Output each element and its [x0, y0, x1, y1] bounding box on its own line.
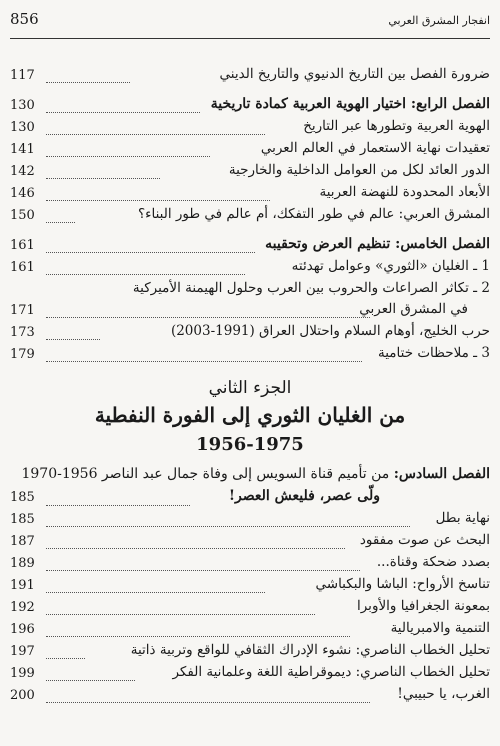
- entry-title: ضرورة الفصل بين التاريخ الدنيوي والتاريخ الديني: [219, 66, 490, 82]
- toc-entry[interactable]: [10, 510, 490, 534]
- toc-entry[interactable]: [10, 323, 490, 347]
- entry-page: 161: [10, 238, 35, 253]
- entry-title: الأبعاد المحدودة للنهضة العربية: [319, 184, 490, 200]
- entry-page: 146: [10, 186, 35, 201]
- entry-title: تحليل الخطاب الناصري: نشوء الإدراك الثقافي للواقع وتربية ذاتية: [130, 642, 490, 658]
- chapter-5-heading[interactable]: [10, 236, 490, 260]
- toc-entry[interactable]: [10, 642, 490, 666]
- entry-title: الهوية العربية وتطورها عبر التاريخ: [303, 118, 490, 134]
- dot-leader: [46, 252, 255, 253]
- part-years: 1956-1975: [196, 434, 304, 455]
- toc-entry[interactable]: [10, 554, 490, 578]
- entry-page: 130: [10, 120, 35, 135]
- entry-title: تناسخ الأرواح: الباشا والبكباشي: [315, 576, 490, 592]
- entry-title: بصدد ضحكة وقناة...: [376, 554, 490, 570]
- dot-leader: [46, 82, 130, 83]
- entry-page: 185: [10, 512, 35, 527]
- entry-page: 141: [10, 142, 35, 157]
- toc-entry[interactable]: [10, 140, 490, 164]
- toc-entry[interactable]: [10, 301, 490, 325]
- entry-page: 150: [10, 208, 35, 223]
- chapter-6-subtitle: ولّى عصر، فليعش العصر!: [228, 488, 380, 504]
- dot-leader: [46, 112, 200, 113]
- toc-rows: [10, 0, 490, 746]
- part-label: الجزء الثاني: [208, 378, 292, 398]
- toc-entry[interactable]: [10, 664, 490, 688]
- chapter-6-label: الفصل السادس:: [393, 466, 490, 482]
- entry-title: حرب الخليج، أوهام السلام واحتلال العراق (1991-2003): [170, 323, 490, 339]
- dot-leader: [46, 636, 350, 637]
- toc-entry[interactable]: [10, 532, 490, 556]
- entry-title: 3 ـ ملاحظات ختامية: [377, 345, 490, 361]
- entry-title: الدور العائد لكل من العوامل الداخلية والخارجية: [228, 162, 490, 178]
- entry-page: 191: [10, 578, 35, 593]
- entry-page: 179: [10, 347, 35, 362]
- dot-leader: [46, 570, 360, 571]
- chapter-6-heading[interactable]: [10, 466, 490, 510]
- running-title: انفجار المشرق العربي: [388, 14, 490, 27]
- entry-page: 161: [10, 260, 35, 275]
- entry-title: الفصل الرابع: اختيار الهوية العربية كمادة تاريخية: [210, 96, 490, 112]
- page-number: 856: [10, 10, 39, 28]
- dot-leader: [46, 361, 362, 362]
- toc-entry[interactable]: [10, 118, 490, 142]
- dot-leader: [46, 592, 265, 593]
- entry-title: المشرق العربي: عالم في طور التفكك، أم عالم في طور البناء؟: [137, 206, 490, 222]
- toc-entry[interactable]: [10, 66, 490, 90]
- chapter-6-title: [21, 466, 490, 482]
- entry-page: 130: [10, 98, 35, 113]
- entry-title: الغرب، يا حبيبي!: [397, 686, 490, 702]
- entry-page: 189: [10, 556, 35, 571]
- dot-leader: [46, 614, 315, 615]
- entry-title: 1 ـ الغليان «الثوري» وعوامل تهدئته: [291, 258, 490, 274]
- dot-leader: [46, 339, 100, 340]
- entry-page: 187: [10, 534, 35, 549]
- toc-entry[interactable]: [10, 686, 490, 710]
- dot-leader: [46, 548, 345, 549]
- entry-page: 142: [10, 164, 35, 179]
- entry-title: البحث عن صوت مفقود: [359, 532, 490, 548]
- entry-page: 171: [10, 303, 35, 318]
- dot-leader: [46, 505, 190, 506]
- dot-leader: [46, 156, 210, 157]
- dot-leader: [46, 680, 135, 681]
- toc-entry[interactable]: [10, 620, 490, 644]
- toc-entry[interactable]: [10, 258, 490, 282]
- part-title: من الغليان الثوري إلى الفورة النفطية: [94, 403, 406, 427]
- toc-entry[interactable]: [10, 598, 490, 622]
- dot-leader: [46, 274, 245, 275]
- entry-page: 199: [10, 666, 35, 681]
- dot-leader: [46, 658, 85, 659]
- entry-page: 173: [10, 325, 35, 340]
- entry-title: التنمية والامبريالية: [390, 620, 490, 636]
- entry-title: تحليل الخطاب الناصري: ديموقراطية اللغة وعلمانية الفكر: [172, 664, 490, 680]
- toc-entry[interactable]: [10, 162, 490, 186]
- chapter-6-title-text: من تأميم قناة السويس إلى وفاة جمال عبد الناصر 1956-1970: [21, 466, 394, 482]
- entry-title: بمعونة الجغرافيا والأوبرا: [356, 598, 490, 614]
- dot-leader: [46, 200, 270, 201]
- entry-title: في المشرق العربي: [359, 301, 468, 317]
- dot-leader: [46, 134, 265, 135]
- entry-page: 185: [10, 490, 35, 505]
- toc-entry[interactable]: [10, 206, 490, 230]
- dot-leader: [46, 317, 370, 318]
- entry-page: 196: [10, 622, 35, 637]
- entry-page: 192: [10, 600, 35, 615]
- entry-title: 2 ـ تكاثر الصراعات والحروب بين العرب وحلول الهيمنة الأميركية: [132, 280, 490, 296]
- entry-page: 200: [10, 688, 35, 703]
- entry-title: تعقيدات نهاية الاستعمار في العالم العربي: [260, 140, 490, 156]
- entry-page: 117: [10, 68, 35, 83]
- dot-leader: [46, 702, 370, 703]
- toc-entry[interactable]: [10, 184, 490, 208]
- dot-leader: [46, 526, 410, 527]
- entry-page: 197: [10, 644, 35, 659]
- toc-entry[interactable]: [10, 576, 490, 600]
- toc-entry[interactable]: [10, 345, 490, 369]
- dot-leader: [46, 178, 160, 179]
- dot-leader: [46, 222, 75, 223]
- entry-title: الفصل الخامس: تنظيم العرض وتحقيبه: [265, 236, 490, 252]
- chapter-4-heading[interactable]: [10, 96, 490, 120]
- entry-title: نهاية بطل: [435, 510, 490, 526]
